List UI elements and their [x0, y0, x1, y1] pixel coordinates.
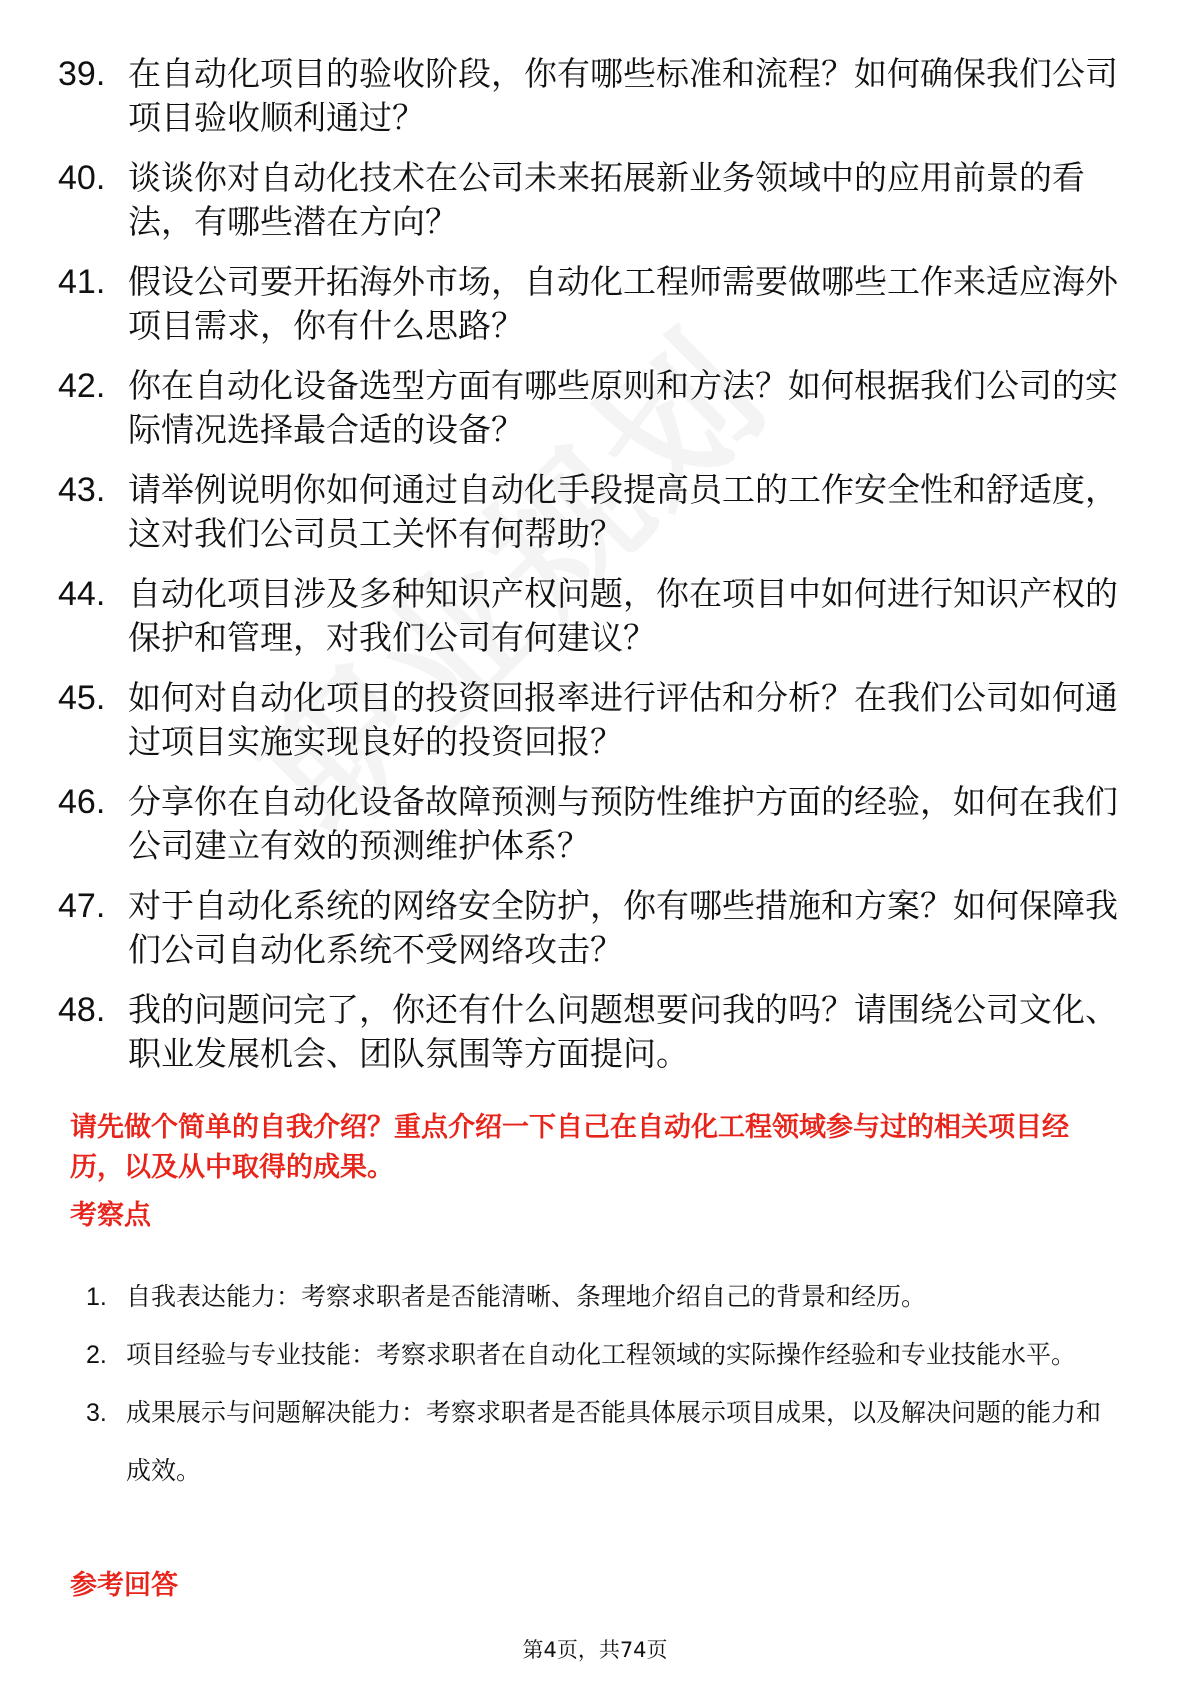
- question-number: 43.: [58, 471, 106, 509]
- question-item: [58, 364, 1118, 452]
- question-number: 44.: [58, 575, 106, 613]
- question-list: [58, 52, 1118, 1092]
- question-text: 我的问题问完了，你还有什么问题想要问我的吗？请围绕公司文化、职业发展机会、团队氛围等方面提问。: [128, 990, 1118, 1073]
- point-text: 项目经验与专业技能：考察求职者在自动化工程领域的实际操作经验和专业技能水平。: [126, 1340, 1077, 1369]
- page-footer: 第4页，共74页: [522, 1638, 668, 1662]
- question-number: 42.: [58, 367, 106, 405]
- question-number: 46.: [58, 783, 106, 821]
- question-item: [58, 156, 1118, 244]
- highlight-question: 请先做个简单的自我介绍？重点介绍一下自己在自动化工程领域参与过的相关项目经历，以及从中取得的成果。: [70, 1112, 1069, 1183]
- question-item: [58, 884, 1118, 972]
- question-text: 谈谈你对自动化技术在公司未来拓展新业务领域中的应用前景的看法，有哪些潜在方向？: [128, 158, 1085, 241]
- question-item: [58, 572, 1118, 660]
- question-item: [58, 780, 1118, 868]
- question-text: 请举例说明你如何通过自动化手段提高员工的工作安全性和舒适度，这对我们公司员工关怀有何帮助？: [128, 470, 1118, 553]
- question-number: 48.: [58, 991, 106, 1029]
- point-number: 1.: [86, 1283, 107, 1311]
- question-text: 对于自动化系统的网络安全防护，你有哪些措施和方案？如何保障我们公司自动化系统不受网络攻击？: [128, 886, 1118, 969]
- assessment-points-list: [80, 1268, 1120, 1500]
- question-text: 分享你在自动化设备故障预测与预防性维护方面的经验，如何在我们公司建立有效的预测维护体系？: [128, 782, 1118, 865]
- question-item: [58, 52, 1118, 140]
- point-text: 成果展示与问题解决能力：考察求职者是否能具体展示项目成果，以及解决问题的能力和成效。: [126, 1398, 1102, 1485]
- assessment-point: [80, 1326, 1120, 1384]
- question-number: 47.: [58, 887, 106, 925]
- question-text: 在自动化项目的验收阶段，你有哪些标准和流程？如何确保我们公司项目验收顺利通过？: [128, 54, 1118, 137]
- question-item: [58, 468, 1118, 556]
- assessment-point: [80, 1268, 1120, 1326]
- question-number: 40.: [58, 159, 106, 197]
- question-text: 自动化项目涉及多种知识产权问题，你在项目中如何进行知识产权的保护和管理，对我们公司有何建议？: [128, 574, 1118, 657]
- question-text: 假设公司要开拓海外市场，自动化工程师需要做哪些工作来适应海外项目需求，你有什么思路？: [128, 262, 1118, 345]
- assessment-title: 考察点: [70, 1200, 151, 1231]
- question-text: 你在自动化设备选型方面有哪些原则和方法？如何根据我们公司的实际情况选择最合适的设备？: [128, 366, 1118, 449]
- question-item: [58, 988, 1118, 1076]
- question-number: 45.: [58, 679, 106, 717]
- assessment-point: [80, 1384, 1120, 1500]
- question-item: [58, 260, 1118, 348]
- point-number: 3.: [86, 1399, 107, 1427]
- question-text: 如何对自动化项目的投资回报率进行评估和分析？在我们公司如何通过项目实施实现良好的投资回报？: [128, 678, 1118, 761]
- question-item: [58, 676, 1118, 764]
- question-number: 39.: [58, 55, 106, 93]
- question-number: 41.: [58, 263, 106, 301]
- point-text: 自我表达能力：考察求职者是否能清晰、条理地介绍自己的背景和经历。: [126, 1282, 927, 1311]
- reference-answer-title: 参考回答: [70, 1570, 178, 1601]
- point-number: 2.: [86, 1341, 107, 1369]
